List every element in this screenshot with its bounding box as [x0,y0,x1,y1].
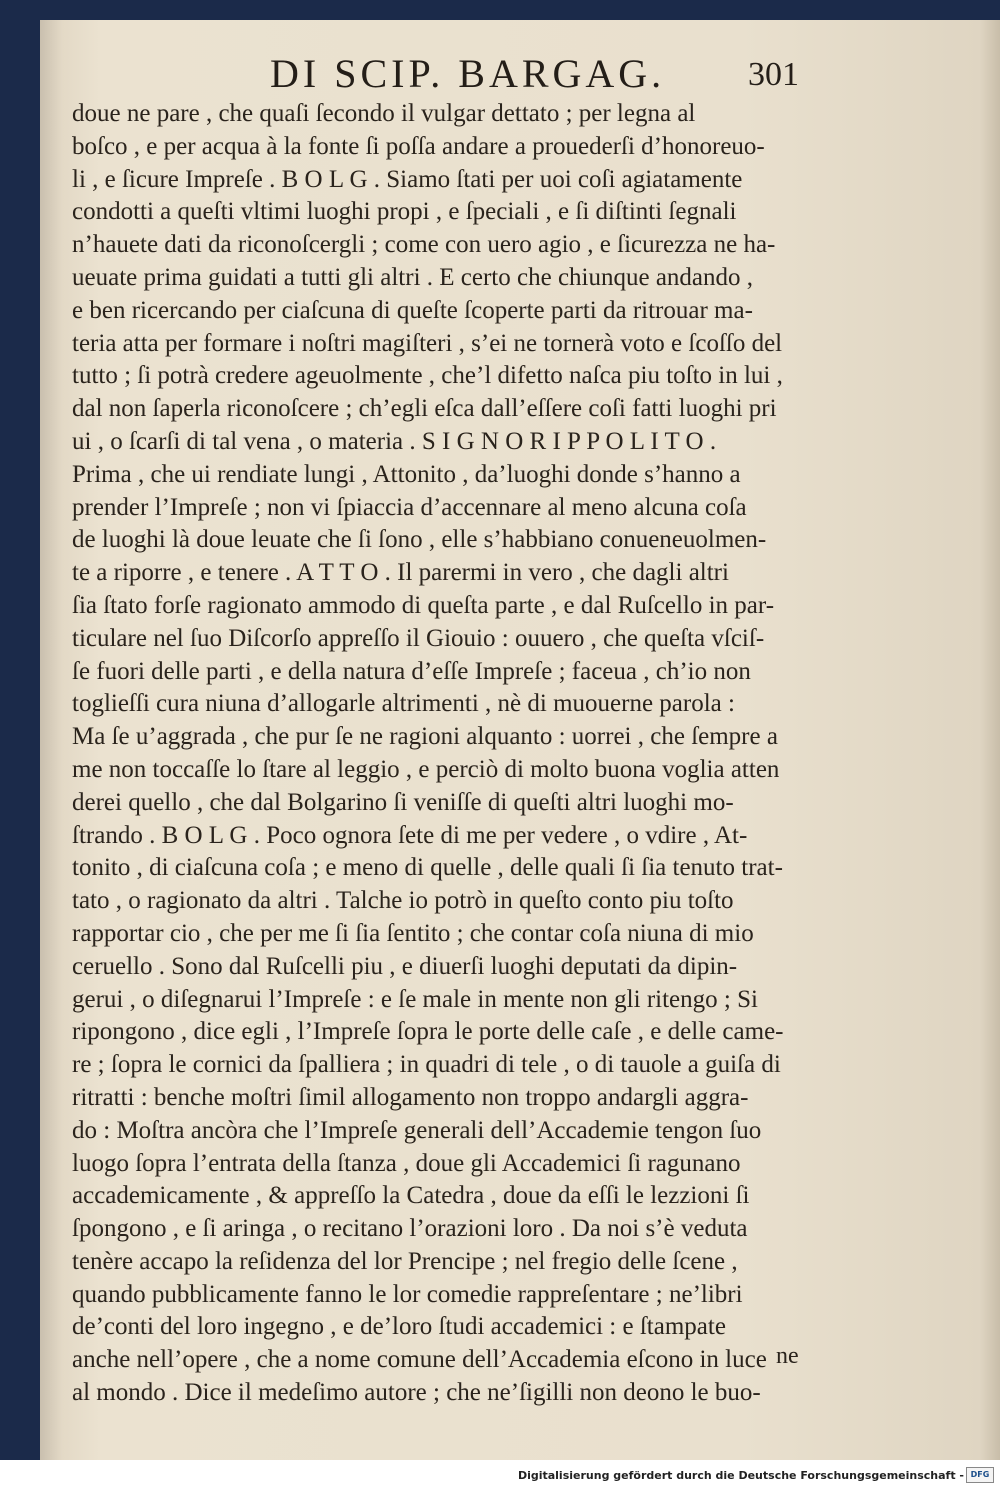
text-line: accademicamente , & appreſſo la Catedra , doue da eſſi le lezzioni ſi [72,1182,750,1210]
page-number: 301 [748,56,799,93]
text-line: ceruello . Sono dal Ruſcelli piu , e diuerſi luoghi deputati da dipin- [72,952,738,980]
text-line: ſtrando . B O L G . Poco ognora ſete di me per vedere , o vdire , At- [72,821,748,849]
text-line: ſia ſtato forſe ragionato ammodo di queſta parte , e dal Ruſcello in par- [72,591,775,619]
text-line: gerui , o diſegnarui l’Impreſe : e ſe male in mente non gli ritengo ; Si [72,985,758,1013]
text-line: me non toccaſſe lo ſtare al leggio , e perciò di molto buona voglia atten [72,755,780,783]
text-line: derei quello , che dal Bolgarino ſi veniſſe di queſti altri luoghi mo- [72,788,734,816]
text-line: al mondo . Dice il medeſimo autore ; che ne’ſigilli non deono le buo- [72,1379,761,1407]
text-line: condotti a queſti vltimi luoghi propi , e ſpeciali , e ſi diſtinti ſegnali [72,198,737,226]
body-text [72,98,842,1410]
text-line: prender l’Impreſe ; non vi ſpiaccia d’accennare al meno alcuna coſa [72,493,747,521]
text-line: tenère accapo la reſidenza del lor Prencipe ; nel fregio delle ſcene , [72,1247,738,1275]
dfg-logo-icon: DFG [966,1467,994,1483]
text-line: ſpongono , e ſi aringa , o recitano l’orazioni loro . Da noi s’è veduta [72,1215,748,1243]
text-line: Prima , che ui rendiate lungi , Attonito , da’luoghi donde s’hanno a [72,460,741,488]
text-line: tutto ; ſi potrà credere ageuolmente , che’l difetto naſca piu toſto in lui , [72,362,783,390]
text-line: de luoghi là doue leuate che ſi ſono , elle s’habbiano conueneuolmen- [72,526,767,554]
text-line: anche nell’opere , che a nome comune dell’Accademia eſcono in luce [72,1346,767,1374]
text-line: tonito , di ciaſcuna coſa ; e meno di quelle , delle quali ſi ſia tenuto trat- [72,854,783,882]
text-line: quando pubblicamente fanno le lor comedie rappreſentare ; ne’libri [72,1280,743,1308]
text-line: re ; ſopra le cornici da ſpalliera ; in quadri di tele , o di tauole a guiſa di [72,1051,781,1079]
footer-credit: Digitalisierung gefördert durch die Deutsche Forschungsgemeinschaft - [517,1469,964,1482]
text-line: ticulare nel ſuo Diſcorſo appreſſo il Giouio : ouuero , che queſta vſciſ- [72,624,765,652]
text-line: luogo ſopra l’entrata della ſtanza , doue gli Accademici ſi ragunano [72,1149,741,1177]
text-line: doue ne pare , che quaſi ſecondo il vulgar dettato ; per legna al [72,100,696,127]
text-line: dal non ſaperla riconoſcere ; ch’egli eſca dall’eſſere coſi fatti luoghi pri [72,395,777,423]
text-line: te a riporre , e tenere . A T T O . Il parermi in vero , che dagli altri [72,559,729,587]
text-line: tato , o ragionato da altri . Talche io potrò in queſto conto piu toſto [72,887,734,915]
text-line: de’conti del loro ingegno , e de’loro ſtudi accademici : e ſtampate [72,1313,726,1341]
text-line: toglieſſi cura niuna d’allogarle altrimenti , nè di muouerne parola : [72,690,735,718]
text-line: n’hauete dati da riconoſcergli ; come con uero agio , e ſicurezza ne ha- [72,231,776,259]
text-line: boſco , e per acqua à la fonte ſi poſſa andare a prouederſi d’honoreuo- [72,132,765,160]
text-line: ritratti : benche moſtri ſimil allogamento non troppo andargli aggra- [72,1083,749,1111]
text-line: li , e ſicure Impreſe . B O L G . Siamo ſtati per uoi coſi agiatamente [72,165,743,193]
text-line: ripongono , dice egli , l’Impreſe ſopra le porte delle caſe , e delle came- [72,1018,784,1046]
running-title: DI SCIP. BARGAG. [270,51,666,96]
footer-bar [0,1460,1000,1491]
text-line: ui , o ſcarſi di tal vena , o materia . S I G N O R I P P O L I T O . [72,427,717,455]
text-line: Ma ſe u’aggrada , che pur ſe ne ragioni alquanto : uorrei , che ſempre a [72,723,778,751]
text-line: rapportar cio , che per me ſi ſia ſentito ; che contar coſa niuna di mio [72,919,754,947]
text-line: ueuate prima guidati a tutti gli altri . E certo che chiunque andando , [72,263,754,291]
text-line: do : Moſtra ancòra che l’Impreſe generali dell’Accademie tengon ſuo [72,1116,762,1144]
text-line: ſe fuori delle parti , e della natura d’eſſe Impreſe ; faceua , ch’io non [72,657,751,685]
text-line: e ben ricercando per ciaſcuna di queſte ſcoperte parti da ritrouar ma- [72,296,753,324]
text-line: teria atta per formare i noſtri magiſteri , s’ei ne tornerà voto e ſcoſſo del [72,329,783,357]
catchword: ne [776,1343,799,1369]
